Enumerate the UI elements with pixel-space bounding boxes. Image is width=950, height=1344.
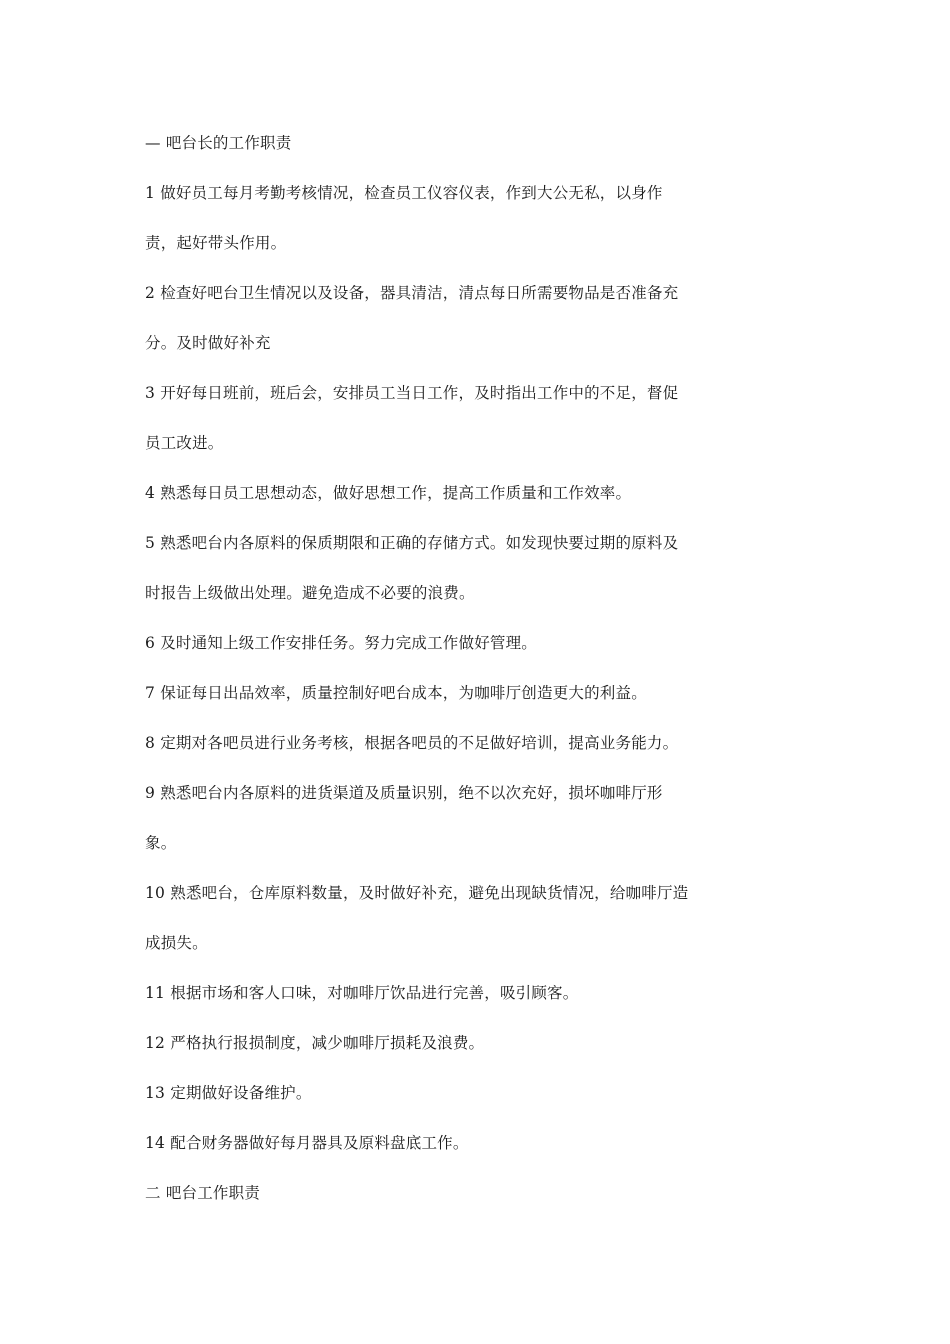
duty-item-9-line-2: 象。 [145, 834, 177, 852]
duty-item-5-line-1: 5 熟悉吧台内各原料的保质期限和正确的存储方式。如发现快要过期的原料及 [145, 534, 679, 552]
duty-item-10-line-2: 成损失。 [145, 934, 208, 952]
duty-item-13: 13 定期做好设备维护。 [145, 1084, 312, 1102]
section-heading-bar-manager-duties: — 吧台长的工作职责 [145, 134, 292, 152]
duty-item-11: 11 根据市场和客人口味，对咖啡厅饮品进行完善，吸引顾客。 [145, 984, 579, 1002]
duty-item-12: 12 严格执行报损制度，减少咖啡厅损耗及浪费。 [145, 1034, 485, 1052]
duty-item-3-line-1: 3 开好每日班前，班后会，安排员工当日工作，及时指出工作中的不足，督促 [145, 384, 679, 402]
duty-item-2-line-1: 2 检查好吧台卫生情况以及设备，器具清洁，清点每日所需要物品是否准备充 [145, 284, 679, 302]
duty-item-14: 14 配合财务器做好每月器具及原料盘底工作。 [145, 1134, 469, 1152]
duty-item-8: 8 定期对各吧员进行业务考核，根据各吧员的不足做好培训，提高业务能力。 [145, 734, 679, 752]
duty-item-1-line-2: 责，起好带头作用。 [145, 234, 287, 252]
duty-item-10-line-1: 10 熟悉吧台，仓库原料数量，及时做好补充，避免出现缺货情况，给咖啡厅造 [145, 884, 689, 902]
duty-item-7: 7 保证每日出品效率，质量控制好吧台成本，为咖啡厅创造更大的利益。 [145, 684, 647, 702]
duty-item-5-line-2: 时报告上级做出处理。避免造成不必要的浪费。 [145, 584, 475, 602]
duty-item-3-line-2: 员工改进。 [145, 434, 224, 452]
section-heading-bar-duties: 二 吧台工作职责 [145, 1184, 261, 1202]
duty-item-6: 6 及时通知上级工作安排任务。努力完成工作做好管理。 [145, 634, 537, 652]
document-body [145, 118, 745, 1218]
duty-item-4: 4 熟悉每日员工思想动态，做好思想工作，提高工作质量和工作效率。 [145, 484, 632, 502]
duty-item-2-line-2: 分。及时做好补充 [145, 334, 271, 352]
duty-item-9-line-1: 9 熟悉吧台内各原料的进货渠道及质量识别，绝不以次充好，损坏咖啡厅形 [145, 784, 663, 802]
duty-item-1-line-1: 1 做好员工每月考勤考核情况，检查员工仪容仪表，作到大公无私，以身作 [145, 184, 663, 202]
